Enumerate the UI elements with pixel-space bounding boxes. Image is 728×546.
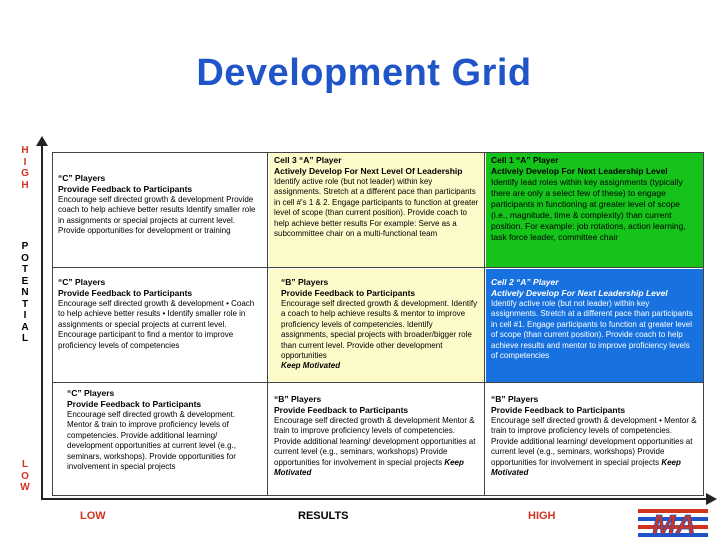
keep-motivated-emphasis: Keep Motivated — [491, 457, 681, 478]
y-axis-char: A — [21, 321, 29, 333]
y-axis-char: T — [21, 298, 29, 310]
y-axis-char: N — [21, 287, 29, 298]
y-axis-line — [41, 143, 43, 500]
cell-top-left — [53, 153, 267, 267]
cell-body: Encourage self directed growth & development Provide coach to help achieve better results Identify smaller role in assignments or special projects at current level. Provide opportunities for development or training — [58, 195, 256, 236]
cell-top-middle — [269, 153, 484, 267]
keep-motivated-emphasis: Keep Motivated — [281, 361, 341, 371]
cell-body: Identify lead roles within key assignments (typically there are only a select few of these) to engage participants in functioning at greater level of scope (i.e., magnitude, time & complexity) than current position. For example: job rotations, action learning, task force leader, committee chair — [491, 177, 686, 242]
cell-heading: Cell 1 “A” Player — [491, 155, 559, 165]
grid-divider — [53, 382, 703, 383]
y-axis-high-label — [18, 145, 32, 191]
cell-body — [491, 416, 698, 478]
cell-subheading: Actively Develop For Next Leadership Level — [491, 166, 668, 176]
cell-top-right — [486, 153, 703, 267]
grid-divider — [484, 153, 485, 495]
y-axis-char: E — [21, 275, 29, 287]
y-axis-char: P — [21, 241, 29, 252]
y-axis-char: O — [21, 470, 29, 482]
cell-subheading: Provide Feedback to Participants — [67, 399, 202, 409]
y-axis-char: H — [21, 179, 29, 191]
company-logo — [634, 503, 714, 543]
cell-body: Identify active role (but not leader) within key assignments. Stretch at a different pace than participants in cell #1. Engage participants to function at greater level of scope (than current position). Provide coach to help achieve results and mentor to improve proficiency levels of competencies — [491, 299, 693, 361]
cell-subheading: Provide Feedback to Participants — [281, 288, 416, 298]
cell-middle-right — [486, 269, 703, 382]
y-axis-char: G — [21, 168, 29, 179]
cell-subheading: Provide Feedback to Participants — [491, 405, 626, 415]
cell-middle-middle — [269, 269, 484, 382]
cell-subheading: Actively Develop For Next Level Of Leadership — [274, 166, 463, 176]
y-axis-char: H — [21, 145, 29, 156]
cell-body — [274, 416, 479, 478]
y-axis-arrow — [36, 136, 48, 146]
y-axis-char: I — [23, 156, 27, 168]
x-axis-line — [41, 498, 711, 500]
page-title: Development Grid — [196, 52, 532, 94]
y-axis-char: L — [21, 333, 29, 344]
cell-middle-left — [53, 269, 267, 382]
cell-bottom-right — [486, 384, 703, 495]
cell-heading: “C” Players — [58, 173, 106, 183]
y-axis-low-label — [18, 459, 32, 494]
cell-subheading: Provide Feedback to Participants — [274, 405, 409, 415]
y-axis-potential-label — [18, 241, 32, 345]
cell-bottom-left — [53, 384, 267, 495]
cell-body: Encourage self directed growth & development. Identify a coach to help achieve results & mentor to improve proficiency levels of competencies. Identify assignments, special projects with broader/bigger role than current level. Provide other development opportunities — [281, 299, 478, 361]
cell-body-text: Encourage self directed growth & development • Mentor & train to improve proficiency levels of competencies. Provide additional learning/ development opportunities at current level (e.g., seminars, workshops) Provide opportunities for involvement in special projects — [491, 416, 697, 467]
cell-heading: “B” Players — [491, 394, 539, 404]
cell-heading: “B” Players — [274, 394, 322, 404]
cell-heading: “C” Players — [67, 388, 115, 398]
logo-text: MA — [652, 509, 696, 540]
y-axis-char: O — [21, 252, 29, 264]
y-axis-char: L — [21, 459, 29, 470]
y-axis-char: W — [20, 482, 30, 493]
cell-body: Encourage self directed growth & development • Coach to help achieve better results • Identify smaller role in assignments or special projects at current level. Encourage participant to find a mentor to improve proficiency levels of competencies — [58, 299, 255, 350]
cell-body: Encourage self directed growth & development. Mentor & train to improve proficiency levels of competencies. Provide additional learning/ development opportunities at current level (e.g., seminars, workshops). Provide opportunities for involvement in special projects — [67, 410, 236, 472]
x-axis-results-label: RESULTS — [298, 510, 349, 522]
y-axis-char: I — [23, 310, 27, 321]
cell-subheading: Provide Feedback to Participants — [58, 184, 193, 194]
cell-heading: Cell 3 “A” Player — [274, 155, 342, 165]
cell-body: Identify active role (but not leader) within key assignments. Stretch at a different pace than participants in cell #'s 1 & 2. Engage participants to function at greater level of scope (than current position). Provide coach to help achieve better results For example: Serve as a subcommittee chair on a multi-functional team — [274, 177, 479, 239]
grid-divider — [53, 267, 703, 268]
grid-divider — [267, 153, 268, 495]
cell-heading: “B” Players — [281, 277, 329, 287]
development-grid — [52, 152, 704, 496]
x-axis-high-label: HIGH — [528, 510, 556, 522]
cell-subheading: Actively Develop For Next Leadership Level — [491, 288, 668, 298]
keep-motivated-emphasis: Keep Motivated — [274, 457, 464, 478]
cell-heading: Cell 2 “A” Player — [491, 277, 559, 287]
cell-body-text: Encourage self directed growth & development Mentor & train to improve proficiency levels of competencies. Provide additional learning/ development opportunities at current level (e.g., seminars, workshops) Provide opportunities for involvement in special projects — [274, 416, 476, 467]
cell-bottom-middle — [269, 384, 484, 495]
x-axis-low-label: LOW — [80, 510, 106, 522]
cell-subheading: Provide Feedback to Participants — [58, 288, 193, 298]
y-axis-char: T — [21, 264, 29, 275]
cell-heading: “C” Players — [58, 277, 106, 287]
